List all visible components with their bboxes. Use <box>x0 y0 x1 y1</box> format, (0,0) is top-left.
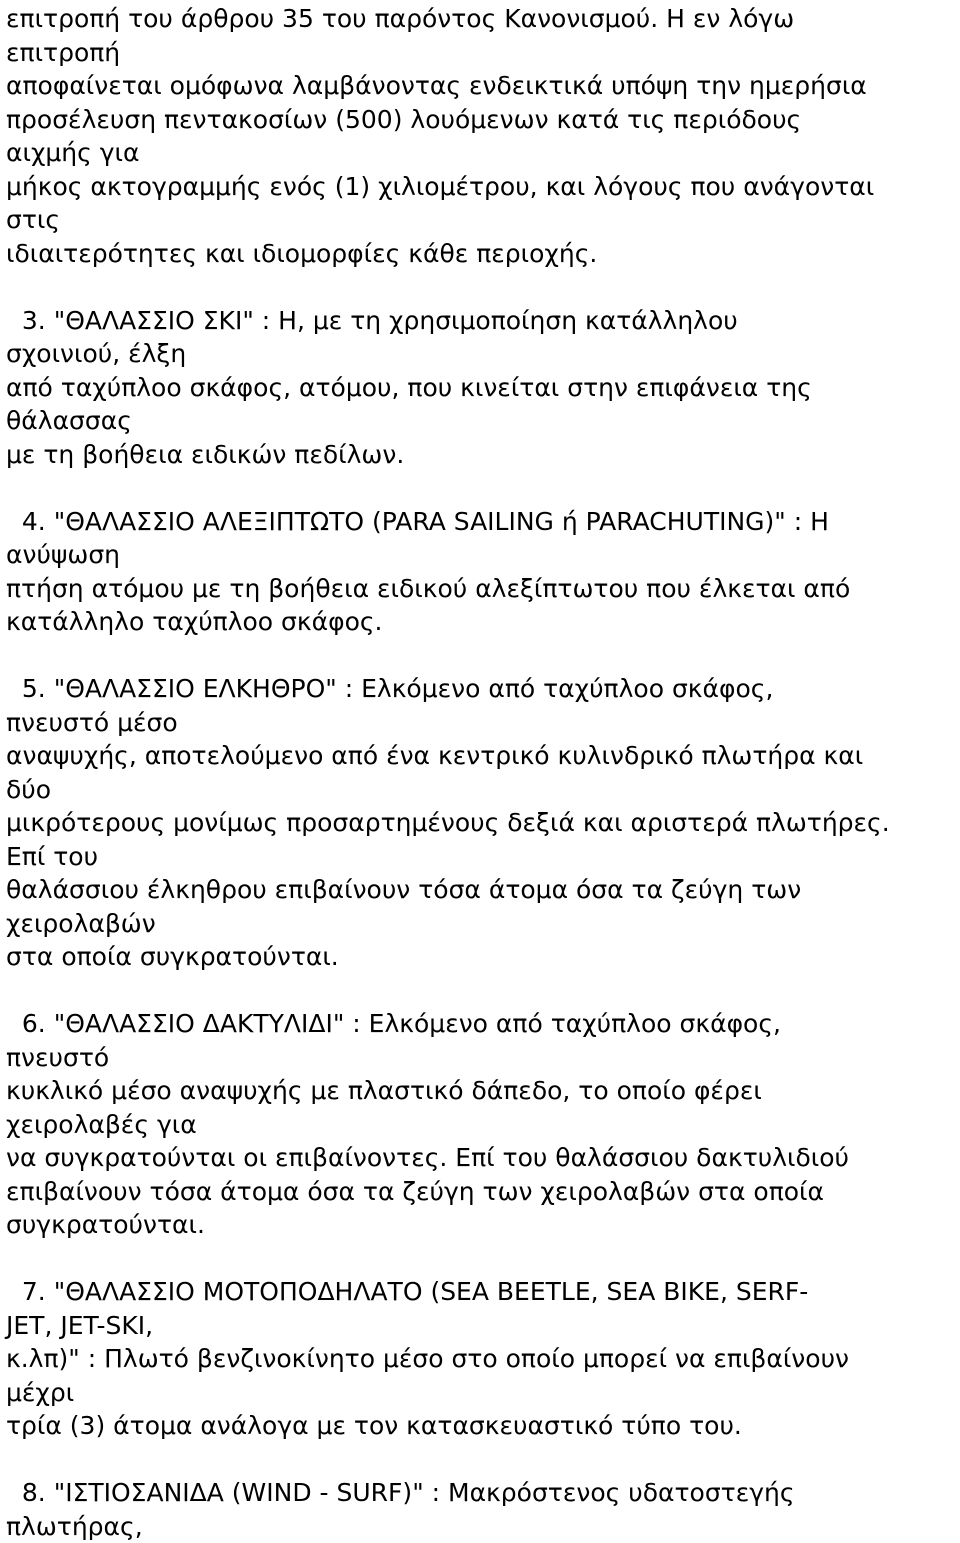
text-line: 3. "ΘΑΛΑΣΣΙΟ ΣΚΙ" : Η, με τη χρησιμοποίηση κατάλληλου <box>6 304 958 338</box>
text-line: πνευστό <box>6 1041 958 1075</box>
text-line: JET, JET-SKI, <box>6 1309 958 1343</box>
definition-item-4 <box>6 505 958 639</box>
text-line: μήκος ακτογραμμής ενός (1) χιλιομέτρου, και λόγους που ανάγονται <box>6 170 958 204</box>
document-body <box>6 0 958 1543</box>
text-line: ιδιαιτερότητες και ιδιομορφίες κάθε περιοχής. <box>6 237 958 271</box>
text-line: από ταχύπλοο σκάφος, ατόμου, που κινείται στην επιφάνεια της <box>6 371 958 405</box>
text-line: μικρότερους μονίμως προσαρτημένους δεξιά και αριστερά πλωτήρες. <box>6 806 958 840</box>
paragraph-gap <box>6 1242 958 1276</box>
paragraph-gap <box>6 471 958 505</box>
text-line: αιχμής για <box>6 136 958 170</box>
text-line: να συγκρατούνται οι επιβαίνοντες. Επί του θαλάσσιου δακτυλιδιού <box>6 1141 958 1175</box>
text-line: συγκρατούνται. <box>6 1208 958 1242</box>
text-line: προσέλευση πεντακοσίων (500) λουόμενων κατά τις περιόδους <box>6 103 958 137</box>
paragraph-committee-capacity <box>6 2 958 270</box>
text-line: κ.λπ)" : Πλωτό βενζινοκίνητο μέσο στο οποίο μπορεί να επιβαίνουν <box>6 1342 958 1376</box>
paragraph-gap <box>6 1443 958 1477</box>
text-line: δύο <box>6 773 958 807</box>
text-line: με τη βοήθεια ειδικών πεδίλων. <box>6 438 958 472</box>
text-line: 4. "ΘΑΛΑΣΣΙΟ ΑΛΕΞΙΠΤΩΤΟ (PARA SAILING ή PARACHUTING)" : Η <box>6 505 958 539</box>
text-line: κατάλληλο ταχύπλοο σκάφος. <box>6 605 958 639</box>
definition-item-3 <box>6 304 958 472</box>
text-line: 5. "ΘΑΛΑΣΣΙΟ ΕΛΚΗΘΡΟ" : Ελκόμενο από ταχύπλοο σκάφος, <box>6 672 958 706</box>
text-line: 6. "ΘΑΛΑΣΣΙΟ ΔΑΚΤΥΛΙΔΙ" : Ελκόμενο από ταχύπλοο σκάφος, <box>6 1007 958 1041</box>
definition-item-5 <box>6 672 958 974</box>
definition-item-7 <box>6 1275 958 1443</box>
text-line: επιτροπή <box>6 36 958 70</box>
text-line: 8. "ΙΣΤΙΟΣΑΝΙΔΑ (WIND - SURF)" : Μακρόστενος υδατοστεγής <box>6 1476 958 1510</box>
text-line: μέχρι <box>6 1376 958 1410</box>
text-line: ανύψωση <box>6 538 958 572</box>
text-line: πλωτήρας, <box>6 1510 958 1543</box>
text-line: σχοινιού, έλξη <box>6 337 958 371</box>
text-line: αναψυχής, αποτελούμενο από ένα κεντρικό κυλινδρικό πλωτήρα και <box>6 739 958 773</box>
definition-item-6 <box>6 1007 958 1242</box>
text-line: χειρολαβές για <box>6 1108 958 1142</box>
text-line: κυκλικό μέσο αναψυχής με πλαστικό δάπεδο, το οποίο φέρει <box>6 1074 958 1108</box>
text-line: τρία (3) άτομα ανάλογα με τον κατασκευαστικό τύπο του. <box>6 1409 958 1443</box>
text-line: επιβαίνουν τόσα άτομα όσα τα ζεύγη των χειρολαβών στα οποία <box>6 1175 958 1209</box>
text-line: αποφαίνεται ομόφωνα λαμβάνοντας ενδεικτικά υπόψη την ημερήσια <box>6 69 958 103</box>
text-line: 7. "ΘΑΛΑΣΣΙΟ ΜΟΤΟΠΟΔΗΛΑΤΟ (SEA BEETLE, SEA BIKE, SERF- <box>6 1275 958 1309</box>
text-line: πτήση ατόμου με τη βοήθεια ειδικού αλεξίπτωτου που έλκεται από <box>6 572 958 606</box>
text-line: Επί του <box>6 840 958 874</box>
text-line: πνευστό μέσο <box>6 706 958 740</box>
text-line: στις <box>6 203 958 237</box>
text-line: επιτροπή του άρθρου 35 του παρόντος Κανονισμού. Η εν λόγω <box>6 2 958 36</box>
text-line: θάλασσας <box>6 404 958 438</box>
paragraph-gap <box>6 270 958 304</box>
text-line: θαλάσσιου έλκηθρου επιβαίνουν τόσα άτομα όσα τα ζεύγη των <box>6 873 958 907</box>
paragraph-gap <box>6 639 958 673</box>
paragraph-gap <box>6 974 958 1008</box>
definition-item-8 <box>6 1476 958 1543</box>
text-line: χειρολαβών <box>6 907 958 941</box>
text-line: στα οποία συγκρατούνται. <box>6 940 958 974</box>
